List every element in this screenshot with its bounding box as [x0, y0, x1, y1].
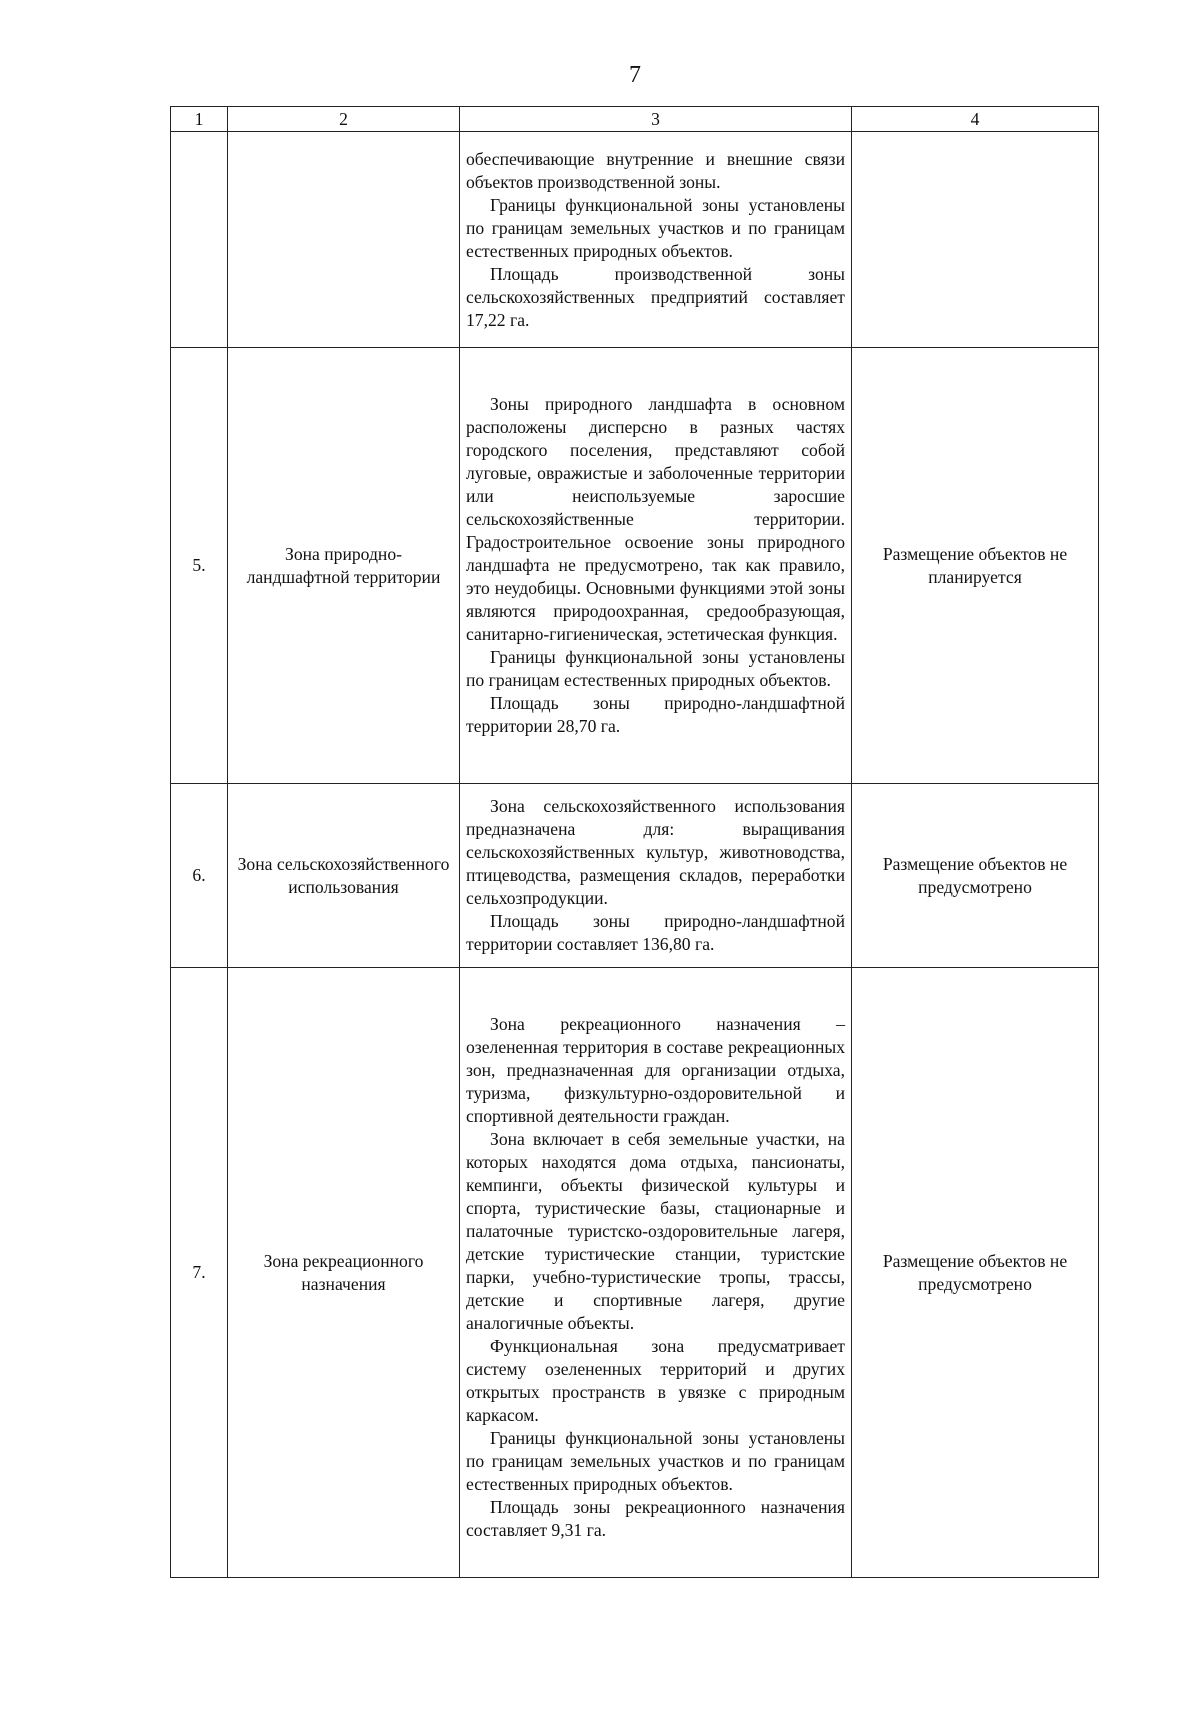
zone-name [228, 132, 460, 348]
planned-objects: Размещение объектов не предусмотрено [852, 968, 1099, 1578]
zone-description [460, 968, 852, 1578]
description-paragraph: Площадь зоны природно-ландшафтной территории составляет 136,80 га. [466, 911, 845, 954]
row-number [171, 132, 228, 348]
zone-name: Зона сельскохозяйственного использования [228, 784, 460, 968]
description-paragraph: Площадь зоны рекреационного назначения составляет 9,31 га. [466, 1497, 845, 1540]
column-header-3: 3 [460, 107, 852, 132]
description-paragraph: Зоны природного ландшафта в основном расположены дисперсно в разных частях городского поселения, представляют собой луговые, овражистые и заболоченные территории или неиспользуемые заросшие сельскохозяйственные территории. Градостроительное освоение зоны природного ландшафта не предусмотрено, так как правило, это неудобицы. Основными функциями этой зоны являются природоохранная, средообразующая, санитарно-гигиеническая, эстетическая функция. [466, 394, 845, 644]
table-row [171, 784, 1099, 968]
column-header-4: 4 [852, 107, 1099, 132]
description-paragraph: Зона рекреационного назначения – озелененная территория в составе рекреационных зон, предназначенная для организации отдыха, туризма, физкультурно-оздоровительной и спортивной деятельности граждан. [466, 1014, 845, 1126]
planned-objects: Размещение объектов не предусмотрено [852, 784, 1099, 968]
row-number: 6. [171, 784, 228, 968]
description-paragraph: Функциональная зона предусматривает систему озелененных территорий и других открытых пространств в увязке с природным каркасом. [466, 1336, 845, 1425]
table-row [171, 132, 1099, 348]
column-header-2: 2 [228, 107, 460, 132]
description-paragraph: Площадь зоны природно-ландшафтной территории 28,70 га. [466, 693, 845, 736]
table-row [171, 348, 1099, 784]
zone-name: Зона рекреационного назначения [228, 968, 460, 1578]
description-paragraph: Границы функциональной зоны установлены по границам земельных участков и по границам естественных природных объектов. [466, 1428, 845, 1494]
description-paragraph: Границы функциональной зоны установлены по границам земельных участков и по границам естественных природных объектов. [466, 194, 845, 261]
table-row [171, 968, 1099, 1578]
description-paragraph: Границы функциональной зоны установлены по границам естественных природных объектов. [466, 647, 845, 690]
description-paragraph: Зона сельскохозяйственного использования предназначена для: выращивания сельскохозяйственных культур, животноводства, птицеводства, размещения складов, переработки сельхозпродукции. [466, 796, 845, 908]
zones-table [170, 106, 1099, 1578]
zone-description [460, 348, 852, 784]
description-paragraph: Площадь производственной зоны сельскохозяйственных предприятий составляет 17,22 га. [466, 263, 845, 330]
row-number: 5. [171, 348, 228, 784]
zone-description [460, 784, 852, 968]
column-header-1: 1 [171, 107, 228, 132]
planned-objects [852, 132, 1099, 348]
table-header-row [171, 107, 1099, 132]
zone-name: Зона природно-ландшафтной территории [228, 348, 460, 784]
planned-objects: Размещение объектов не планируется [852, 348, 1099, 784]
row-number: 7. [171, 968, 228, 1578]
zone-description [460, 132, 852, 348]
page-number: 7 [629, 62, 641, 88]
description-paragraph: обеспечивающие внутренние и внешние связи объектов производственной зоны. [466, 148, 845, 192]
description-paragraph: Зона включает в себя земельные участки, на которых находятся дома отдыха, пансионаты, кемпинги, объекты физической культуры и спорта, туристические базы, стационарные и палаточные туристско-оздоровительные лагеря, детские туристические станции, туристские парки, учебно-туристические тропы, трассы, детские и спортивные лагеря, другие аналогичные объекты. [466, 1129, 845, 1333]
